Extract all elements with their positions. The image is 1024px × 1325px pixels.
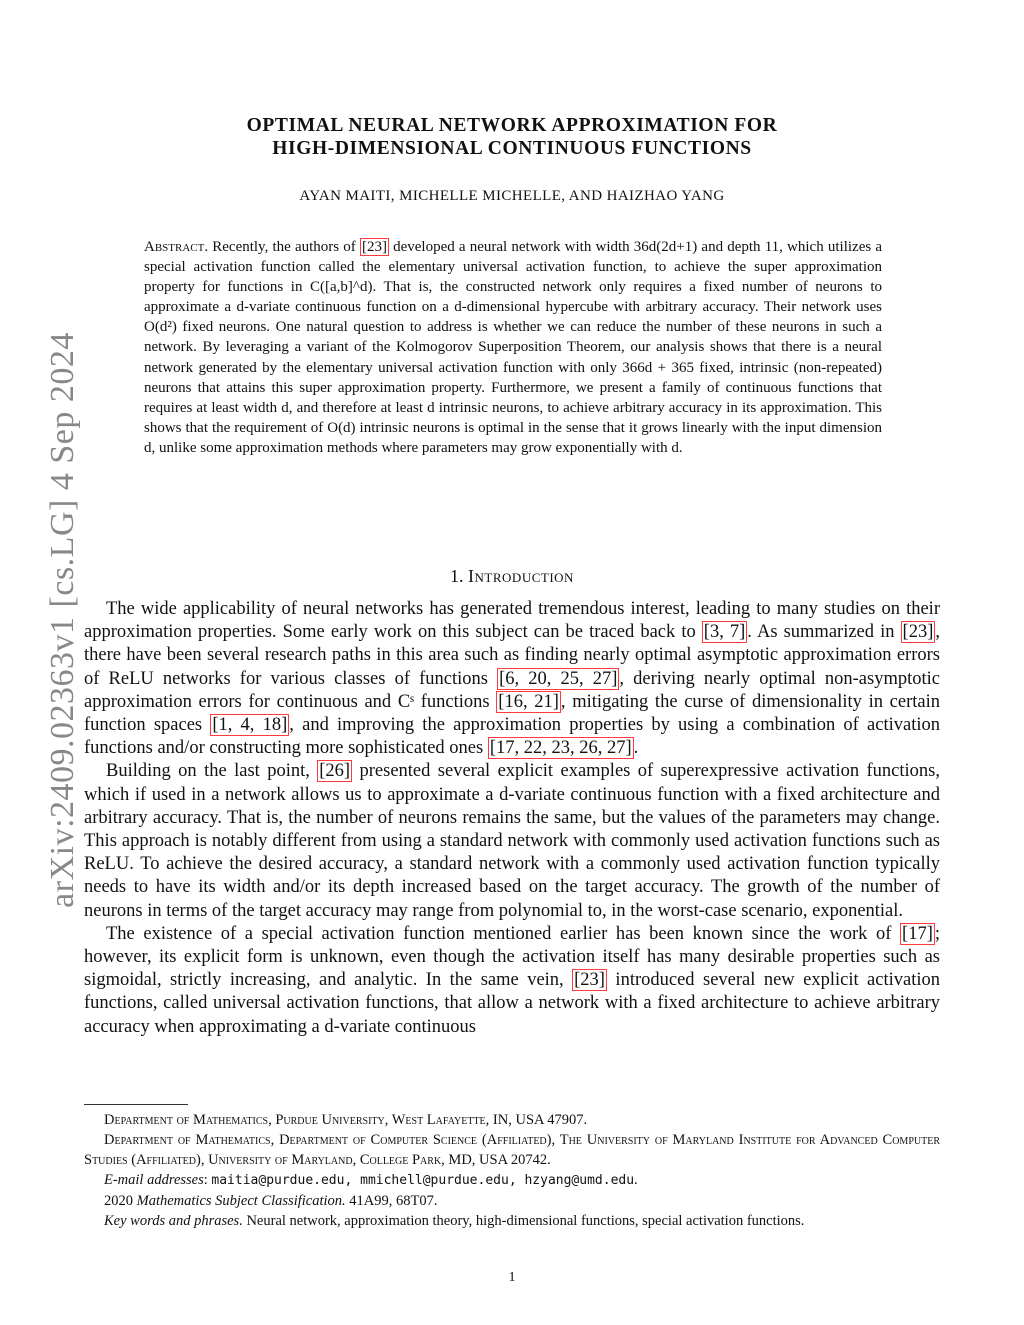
affiliation-maryland: Department of Mathematics, Department of Computer Science (Affiliated), The University of Maryland Institute for Advanced Computer Studies (Affiliated), University of Maryland, College Park, MD, USA 20742. bbox=[84, 1132, 940, 1168]
citation-link[interactable]: [23] bbox=[574, 970, 605, 991]
introduction-body bbox=[84, 598, 940, 1039]
msc-label: Mathematics Subject Classification. bbox=[136, 1193, 346, 1209]
affiliation-purdue: Department of Mathematics, Purdue University, West Lafayette, IN, USA 47907. bbox=[104, 1112, 588, 1128]
paragraph-text: . bbox=[633, 738, 639, 759]
paper-title bbox=[84, 114, 940, 160]
citation-link[interactable]: [3, 7] bbox=[703, 622, 746, 643]
footnotes bbox=[84, 1110, 940, 1231]
citation-link[interactable]: [6, 20, 25, 27] bbox=[499, 668, 618, 689]
abstract-text-1: Recently, the authors of bbox=[208, 239, 360, 255]
paragraph-text: The wide applicability of neural networks has generated tremendous interest, leading to many studies on their approximation properties. Some early work on this subject can be traced back to bbox=[84, 599, 940, 643]
citation-link[interactable]: [1, 4, 18] bbox=[212, 715, 288, 736]
footnote-divider bbox=[84, 1104, 188, 1105]
section-number: 1. bbox=[450, 566, 469, 586]
paragraph-text: , deriving nearly optimal non-asymptotic approximation errors for continuous and Cˢ functions bbox=[84, 668, 940, 712]
page-number: 1 bbox=[508, 1270, 516, 1285]
citation-link[interactable]: [23] bbox=[361, 239, 387, 255]
email-label: E-mail addresses bbox=[104, 1172, 204, 1188]
paragraph-text: The existence of a special activation function mentioned earlier has been known since the work of bbox=[106, 923, 901, 944]
title-line-1: OPTIMAL NEURAL NETWORK APPROXIMATION FOR bbox=[246, 115, 778, 136]
arxiv-identifier: arXiv:2409.02363v1 [cs.LG] 4 Sep 2024 bbox=[44, 332, 81, 908]
title-line-2: HIGH-DIMENSIONAL CONTINUOUS FUNCTIONS bbox=[272, 138, 752, 159]
abstract-text-2: developed a neural network with width 36d(2d+1) and depth 11, which utilizes a special activation function called the elementary universal activation function, to achieve the super approximation property for functions in C([a,b]^d). That is, the constructed network only requires a fixed number of neurons to approximate a d-variate continuous function on a d-dimensional hypercube with arbitrary accuracy. Their network uses O(d²) fixed neurons. One natural question to address is whether we can reduce the number of these neurons in such a network. By leveraging a variant of the Kolmogorov Superposition Theorem, our analysis shows that there is a neural network generated by the elementary universal activation function with only 366d + 365 fixed, intrinsic (non-repeated) neurons that attains this super approximation property. Furthermore, we present a family of continuous functions that requires at least width d, and therefore at least d intrinsic neurons, to achieve arbitrary accuracy in its approximation. This shows that the requirement of O(d) intrinsic neurons is optimal in the sense that it grows linearly with the input dimension d, unlike some approximation methods where parameters may grow exponentially with d. bbox=[144, 239, 883, 456]
paragraph-1 bbox=[84, 598, 940, 760]
msc-year: 2020 bbox=[104, 1193, 137, 1209]
paragraph-text: presented several explicit examples of superexpressive activation functions, which if used in a network allows us to approximate a d-variate continuous function with a fixed architecture and arbitrary accuracy. That is, the number of neurons remains the same, but the values of the parameters may change. This approach is notably different from using a standard network with commonly used activation functions such as ReLU. To achieve the desired accuracy, a standard network with a commonly used activation function typically needs to have its width and/or its depth increased based on the target accuracy. The growth of the number of neurons in terms of the target accuracy may range from polynomial to, in the worst-case scenario, exponential. bbox=[84, 761, 940, 921]
citation-link[interactable]: [17] bbox=[902, 923, 933, 944]
email-list[interactable]: maitia@purdue.edu, mmichell@purdue.edu, hzyang@umd.edu bbox=[211, 1173, 635, 1188]
citation-link[interactable]: [23] bbox=[902, 622, 934, 643]
paragraph-text: . As summarized in bbox=[747, 622, 901, 643]
paragraph-2 bbox=[84, 760, 940, 922]
keywords-text: Neural network, approximation theory, high-dimensional functions, special activation functions. bbox=[242, 1213, 805, 1229]
paragraph-text: , and improving the approximation properties by using a combination of activation functions and/or constructing more sophisticated ones bbox=[84, 715, 940, 759]
keywords-label: Key words and phrases. bbox=[104, 1213, 243, 1229]
keywords bbox=[84, 1211, 940, 1231]
paragraph-text: Building on the last point, bbox=[106, 761, 318, 782]
paragraph-text: , mitigating the curse of dimensionality in certain function spaces bbox=[84, 691, 940, 736]
citation-link[interactable]: [26] bbox=[319, 761, 351, 782]
email-addresses: E-mail addresses: maitia@purdue.edu, mmichell@purdue.edu, hzyang@umd.edu. bbox=[104, 1172, 638, 1188]
section-title: Introduction bbox=[468, 566, 574, 586]
msc-classification bbox=[84, 1191, 940, 1211]
abstract bbox=[144, 237, 882, 458]
section-heading-introduction bbox=[84, 566, 940, 587]
paragraph-text: , there have been several research paths in this area such as finding nearly optimal asymptotic approximation errors of ReLU networks for various classes of functions bbox=[84, 622, 940, 689]
paragraph-3 bbox=[84, 923, 940, 1039]
author-list: AYAN MAITI, MICHELLE MICHELLE, AND HAIZHAO YANG bbox=[299, 188, 725, 204]
msc-codes: 41A99, 68T07. bbox=[345, 1193, 438, 1209]
citation-link[interactable]: [16, 21] bbox=[498, 691, 559, 712]
citation-link[interactable]: [17, 22, 23, 26, 27] bbox=[489, 738, 632, 759]
abstract-label: Abstract. bbox=[144, 239, 209, 255]
paragraph-text: introduced several new explicit activation functions, called universal activation functions, that allow a network with a fixed architecture to achieve arbitrary accuracy when approximating a d-variate continuous bbox=[84, 970, 940, 1037]
paragraph-text: ; however, its explicit form is unknown, even though the activation itself has many desirable properties such as sigmoidal, strictly increasing, and analytic. In the same vein, bbox=[84, 923, 940, 991]
